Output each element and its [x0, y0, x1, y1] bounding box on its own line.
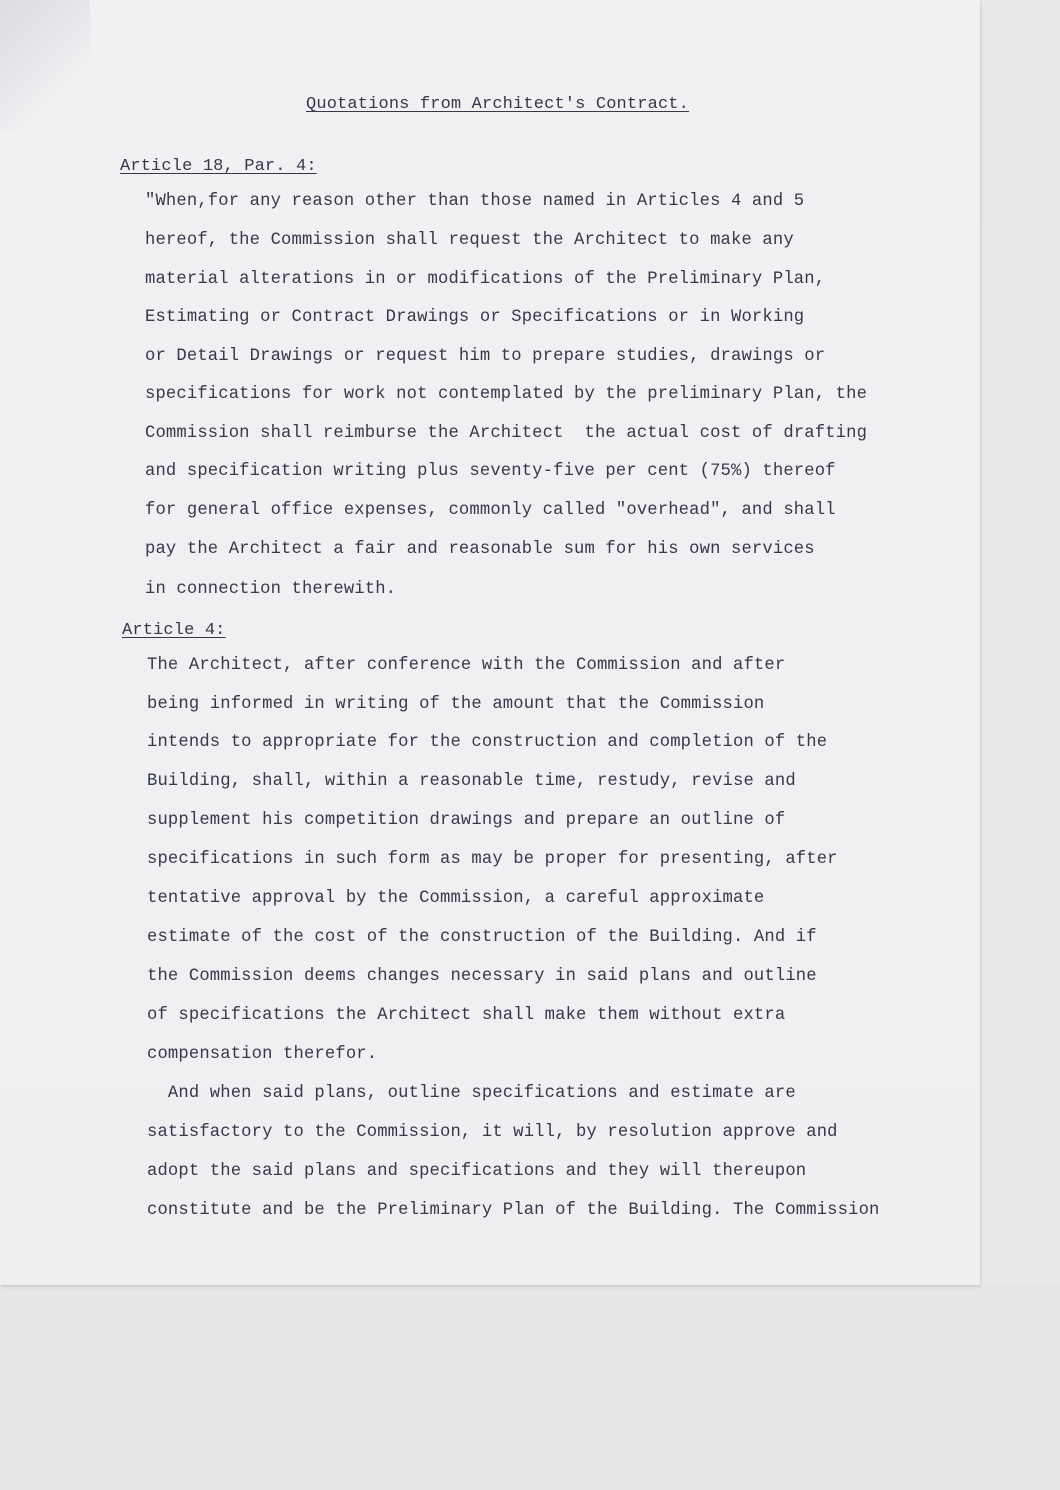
article-4-paragraph-2-line: constitute and be the Preliminary Plan of the Building. The Commission — [147, 1201, 880, 1220]
article-18-line: for general office expenses, commonly called "overhead", and shall — [145, 501, 836, 520]
article-4-line: Building, shall, within a reasonable time, restudy, revise and — [147, 772, 796, 791]
article-18-line: hereof, the Commission shall request the Architect to make any — [145, 231, 794, 250]
article-4-line: tentative approval by the Commission, a careful approximate — [147, 889, 765, 908]
article-4-line: The Architect, after conference with the Commission and after — [147, 656, 786, 675]
article-18-line: and specification writing plus seventy-five per cent (75%) thereof — [145, 462, 836, 481]
article-18-line: or Detail Drawings or request him to prepare studies, drawings or — [145, 347, 826, 366]
article-18-line: material alterations in or modifications of the Preliminary Plan, — [145, 270, 826, 289]
article-18-line: Commission shall reimburse the Architect the actual cost of drafting — [145, 424, 868, 443]
article-18-heading: Article 18, Par. 4: — [120, 157, 317, 176]
article-4-heading: Article 4: — [122, 621, 226, 640]
article-18-line: "When,for any reason other than those named in Articles 4 and 5 — [145, 192, 805, 211]
article-18-line: pay the Architect a fair and reasonable sum for his own services — [145, 540, 815, 559]
backing-board — [0, 1285, 1060, 1490]
article-4-line: specifications in such form as may be proper for presenting, after — [147, 850, 838, 869]
article-18-line: in connection therewith. — [145, 580, 397, 599]
article-4-line: of specifications the Architect shall make them without extra — [147, 1006, 786, 1025]
document-title: Quotations from Architect's Contract. — [306, 95, 690, 114]
article-4-paragraph-2-line: And when said plans, outline specifications and estimate are — [147, 1084, 796, 1103]
article-4-line: the Commission deems changes necessary in said plans and outline — [147, 967, 817, 986]
article-18-line: Estimating or Contract Drawings or Specifications or in Working — [145, 308, 805, 327]
folded-corner — [0, 0, 90, 130]
article-4-line: compensation therefor. — [147, 1045, 378, 1064]
article-4-paragraph-2-line: adopt the said plans and specifications and they will thereupon — [147, 1162, 807, 1181]
article-4-line: supplement his competition drawings and prepare an outline of — [147, 811, 786, 830]
article-4-paragraph-2-line: satisfactory to the Commission, it will, by resolution approve and — [147, 1123, 838, 1142]
article-4-line: estimate of the cost of the construction of the Building. And if — [147, 928, 817, 947]
article-18-line: specifications for work not contemplated by the preliminary Plan, the — [145, 385, 868, 404]
article-4-line: being informed in writing of the amount that the Commission — [147, 695, 765, 714]
article-4-line: intends to appropriate for the construction and completion of the — [147, 733, 828, 752]
